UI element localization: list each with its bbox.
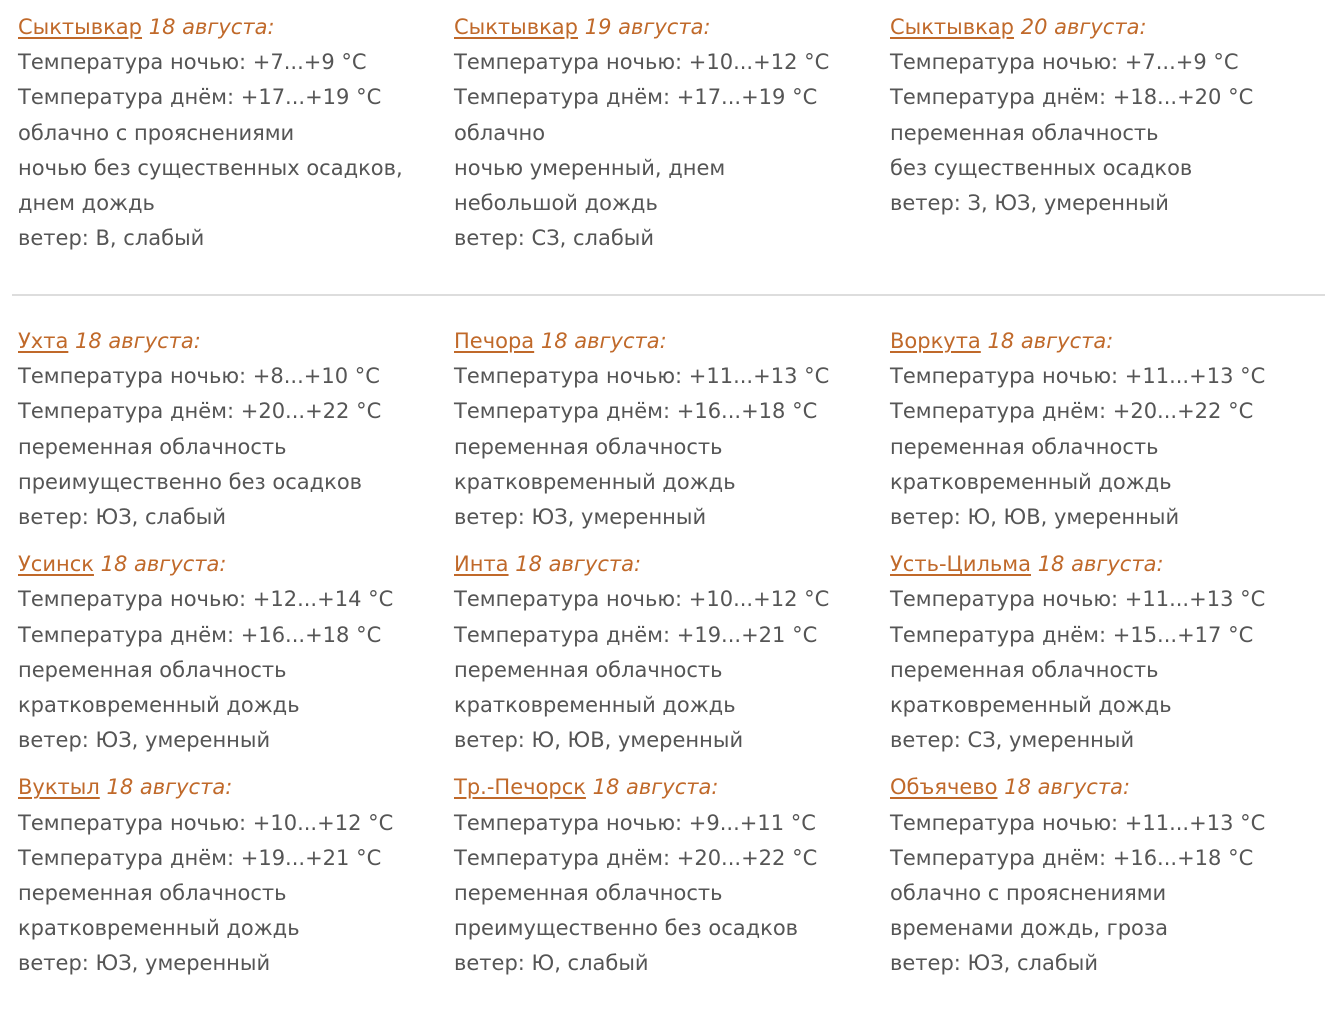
day-temperature: Температура днём: +19...+21 °C [454, 622, 818, 647]
forecast-date: 18 августа: [987, 329, 1114, 353]
forecast-card [454, 770, 890, 981]
night-temperature: Температура ночью: +10...+12 °C [18, 810, 394, 835]
forecast-header [890, 547, 1326, 582]
wind: ветер: Ю, слабый [454, 951, 649, 976]
day-temperature: Температура днём: +15...+17 °C [890, 622, 1254, 647]
sky-condition: облачно с прояснениями [890, 881, 1167, 906]
sky-condition: переменная облачность [454, 657, 723, 682]
forecast-date: 18 августа: [106, 775, 233, 800]
night-temperature: Температура ночью: +10...+12 °C [454, 587, 830, 612]
day-temperature: Температура днём: +20...+22 °C [454, 845, 818, 870]
city-link[interactable]: Сыктывкар [18, 15, 143, 39]
wind: ветер: ЮЗ, умеренный [18, 951, 271, 976]
wind: ветер: В, слабый [18, 226, 205, 251]
night-temperature: Температура ночью: +11...+13 °C [890, 810, 1266, 835]
forecast-date: 18 августа: [1004, 775, 1131, 800]
wind: ветер: Ю, ЮВ, умеренный [454, 728, 744, 753]
forecast-header [890, 770, 1326, 805]
day-temperature: Температура днём: +17...+19 °C [454, 85, 818, 110]
day-temperature: Температура днём: +16...+18 °C [454, 399, 818, 424]
forecast-date: 19 августа: [584, 15, 711, 39]
forecast-card [454, 324, 890, 535]
city-link[interactable]: Тр.-Печорск [454, 775, 586, 800]
wind: ветер: ЮЗ, умеренный [18, 728, 271, 753]
night-temperature: Температура ночью: +12...+14 °C [18, 587, 394, 612]
forecast-header [454, 547, 890, 582]
sky-condition: переменная облачность [18, 434, 287, 459]
forecast-date: 18 августа: [100, 552, 227, 577]
forecast-header [18, 324, 454, 359]
day-temperature: Температура днём: +17...+19 °C [18, 85, 382, 110]
wind: ветер: ЮЗ, слабый [890, 951, 1099, 976]
forecast-row [0, 547, 1336, 758]
forecast-header [890, 10, 1326, 45]
forecast-date: 18 августа: [148, 15, 275, 39]
precipitation: кратковременный дождь [18, 693, 300, 718]
day-temperature: Температура днём: +16...+18 °C [18, 622, 382, 647]
night-temperature: Температура ночью: +9...+11 °C [454, 810, 816, 835]
sky-condition: переменная облачность [454, 881, 723, 906]
wind: ветер: СЗ, слабый [454, 226, 655, 251]
day-temperature: Температура днём: +19...+21 °C [18, 845, 382, 870]
day-temperature: Температура днём: +20...+22 °C [18, 399, 382, 424]
precipitation: кратковременный дождь [890, 693, 1172, 718]
precipitation: кратковременный дождь [890, 469, 1172, 494]
city-link[interactable]: Усинск [18, 552, 94, 577]
sky-condition: переменная облачность [890, 434, 1159, 459]
precipitation: временами дождь, гроза [890, 916, 1168, 941]
precipitation: преимущественно без осадков [454, 916, 799, 941]
night-temperature: Температура ночью: +11...+13 °C [890, 587, 1266, 612]
forecast-card [18, 547, 454, 758]
forecast-card [454, 547, 890, 758]
forecast-header [454, 10, 890, 45]
sky-condition: переменная облачность [890, 120, 1159, 145]
forecast-card [18, 770, 454, 981]
forecast-row [0, 770, 1336, 981]
precipitation: кратковременный дождь [454, 469, 736, 494]
forecast-card [454, 10, 890, 256]
forecast-date: 18 августа: [1037, 552, 1164, 577]
forecast-row [0, 324, 1336, 535]
day-temperature: Температура днём: +16...+18 °C [890, 845, 1254, 870]
sky-condition: облачно [454, 120, 546, 145]
day-temperature: Температура днём: +20...+22 °C [890, 399, 1254, 424]
forecast-card [890, 547, 1326, 758]
city-link[interactable]: Сыктывкар [890, 15, 1015, 39]
forecast-card [890, 324, 1326, 535]
night-temperature: Температура ночью: +11...+13 °C [454, 364, 830, 389]
night-temperature: Температура ночью: +10...+12 °C [454, 50, 830, 75]
forecast-date: 18 августа: [515, 552, 642, 577]
wind: ветер: Ю, ЮВ, умеренный [890, 505, 1180, 530]
forecast-header [18, 770, 454, 805]
sky-condition: переменная облачность [890, 657, 1159, 682]
city-link[interactable]: Инта [454, 552, 509, 577]
forecast-card [18, 10, 454, 256]
forecast-header [454, 770, 890, 805]
precipitation: ночью без существенных осадков, днем дождь [18, 155, 403, 216]
sky-condition: переменная облачность [454, 434, 723, 459]
precipitation: без существенных осадков [890, 155, 1193, 180]
city-link[interactable]: Печора [454, 329, 535, 353]
city-link[interactable]: Усть-Цильма [890, 552, 1031, 577]
night-temperature: Температура ночью: +7...+9 °C [890, 50, 1239, 75]
forecast-date: 20 августа: [1020, 15, 1147, 39]
wind: ветер: СЗ, умеренный [890, 728, 1135, 753]
section-divider [12, 294, 1325, 296]
forecast-date: 18 августа: [592, 775, 719, 800]
forecast-card [18, 324, 454, 535]
sky-condition: переменная облачность [18, 657, 287, 682]
cities-forecast-section [0, 324, 1336, 994]
forecast-header [890, 324, 1326, 359]
wind: ветер: З, ЮЗ, умеренный [890, 191, 1169, 216]
sky-condition: облачно с прояснениями [18, 120, 295, 145]
precipitation: кратковременный дождь [18, 916, 300, 941]
forecast-header [18, 10, 454, 45]
forecast-header [18, 547, 454, 582]
city-link[interactable]: Сыктывкар [454, 15, 579, 39]
city-link[interactable]: Вуктыл [18, 775, 100, 800]
precipitation: преимущественно без осадков [18, 469, 363, 494]
city-link[interactable]: Воркута [890, 329, 981, 353]
day-temperature: Температура днём: +18...+20 °C [890, 85, 1254, 110]
night-temperature: Температура ночью: +7...+9 °C [18, 50, 367, 75]
precipitation: кратковременный дождь [454, 693, 736, 718]
city-link[interactable]: Ухта [18, 329, 69, 353]
syktyvkar-forecast-section [0, 10, 1336, 256]
forecast-row [0, 10, 1336, 256]
forecast-date: 18 августа: [540, 329, 667, 353]
forecast-card [890, 10, 1326, 256]
forecast-header [454, 324, 890, 359]
precipitation: ночью умеренный, днем небольшой дождь [454, 155, 726, 216]
wind: ветер: ЮЗ, умеренный [454, 505, 707, 530]
city-link[interactable]: Объячево [890, 775, 998, 800]
wind: ветер: ЮЗ, слабый [18, 505, 227, 530]
night-temperature: Температура ночью: +8...+10 °C [18, 364, 380, 389]
forecast-date: 18 августа: [75, 329, 201, 353]
night-temperature: Температура ночью: +11...+13 °C [890, 364, 1266, 389]
forecast-card [890, 770, 1326, 981]
sky-condition: переменная облачность [18, 881, 287, 906]
